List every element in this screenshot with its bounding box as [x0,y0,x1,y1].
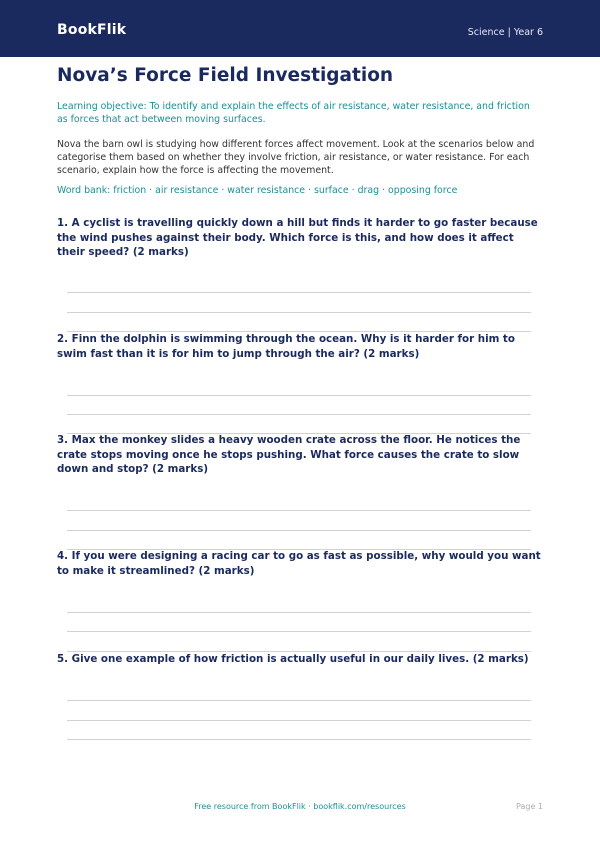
answer-line[interactable] [67,292,531,293]
learning-objective: Learning objective: To identify and explain the effects of air resistance, water resistance, and friction as forces that act between moving surfaces. [57,101,530,125]
worksheet-title: Nova’s Force Field Investigation [57,65,394,86]
page-number: Page 1 [516,802,543,811]
intro-paragraph: Nova the barn owl is studying how different forces affect movement. Look at the scenarios below and categorise them based on whether they involve friction, air resistance, or water resistance. For each scenario, explain how the force is affecting the movement. [57,139,535,176]
question-4: 4. If you were designing a racing car to go as fast as possible, why would you want to make it streamlined? (2 marks) [57,550,541,577]
header-bar [0,0,600,57]
answer-line[interactable] [67,700,531,701]
answer-line[interactable] [67,395,531,396]
footer-link[interactable]: Free resource from BookFlik · bookflik.com/resources [194,802,406,811]
answer-line[interactable] [67,312,531,313]
footer [0,802,600,811]
question-2: 2. Finn the dolphin is swimming through the ocean. Why is it harder for him to swim fast than it is for him to jump through the air? (2 marks) [57,333,515,360]
answer-line[interactable] [67,631,531,632]
subject-year-label: Science | Year 6 [467,27,543,38]
word-bank: Word bank: friction · air resistance · water resistance · surface · drag · opposing force [57,185,458,196]
answer-line[interactable] [67,720,531,721]
question-1: 1. A cyclist is travelling quickly down a hill but finds it harder to go faster because the wind pushes against their body. Which force is this, and how does it affect their speed? (2 marks) [57,217,538,258]
answer-line[interactable] [67,510,531,511]
answer-line[interactable] [67,739,531,740]
answer-line[interactable] [67,414,531,415]
question-3: 3. Max the monkey slides a heavy wooden crate across the floor. He notices the crate stops moving once he stops pushing. What force causes the crate to slow down and stop? (2 marks) [57,434,521,475]
brand-logo: BookFlik [57,22,127,38]
answer-line[interactable] [67,612,531,613]
question-5: 5. Give one example of how friction is actually useful in our daily lives. (2 marks) [57,653,529,665]
answer-line[interactable] [67,530,531,531]
